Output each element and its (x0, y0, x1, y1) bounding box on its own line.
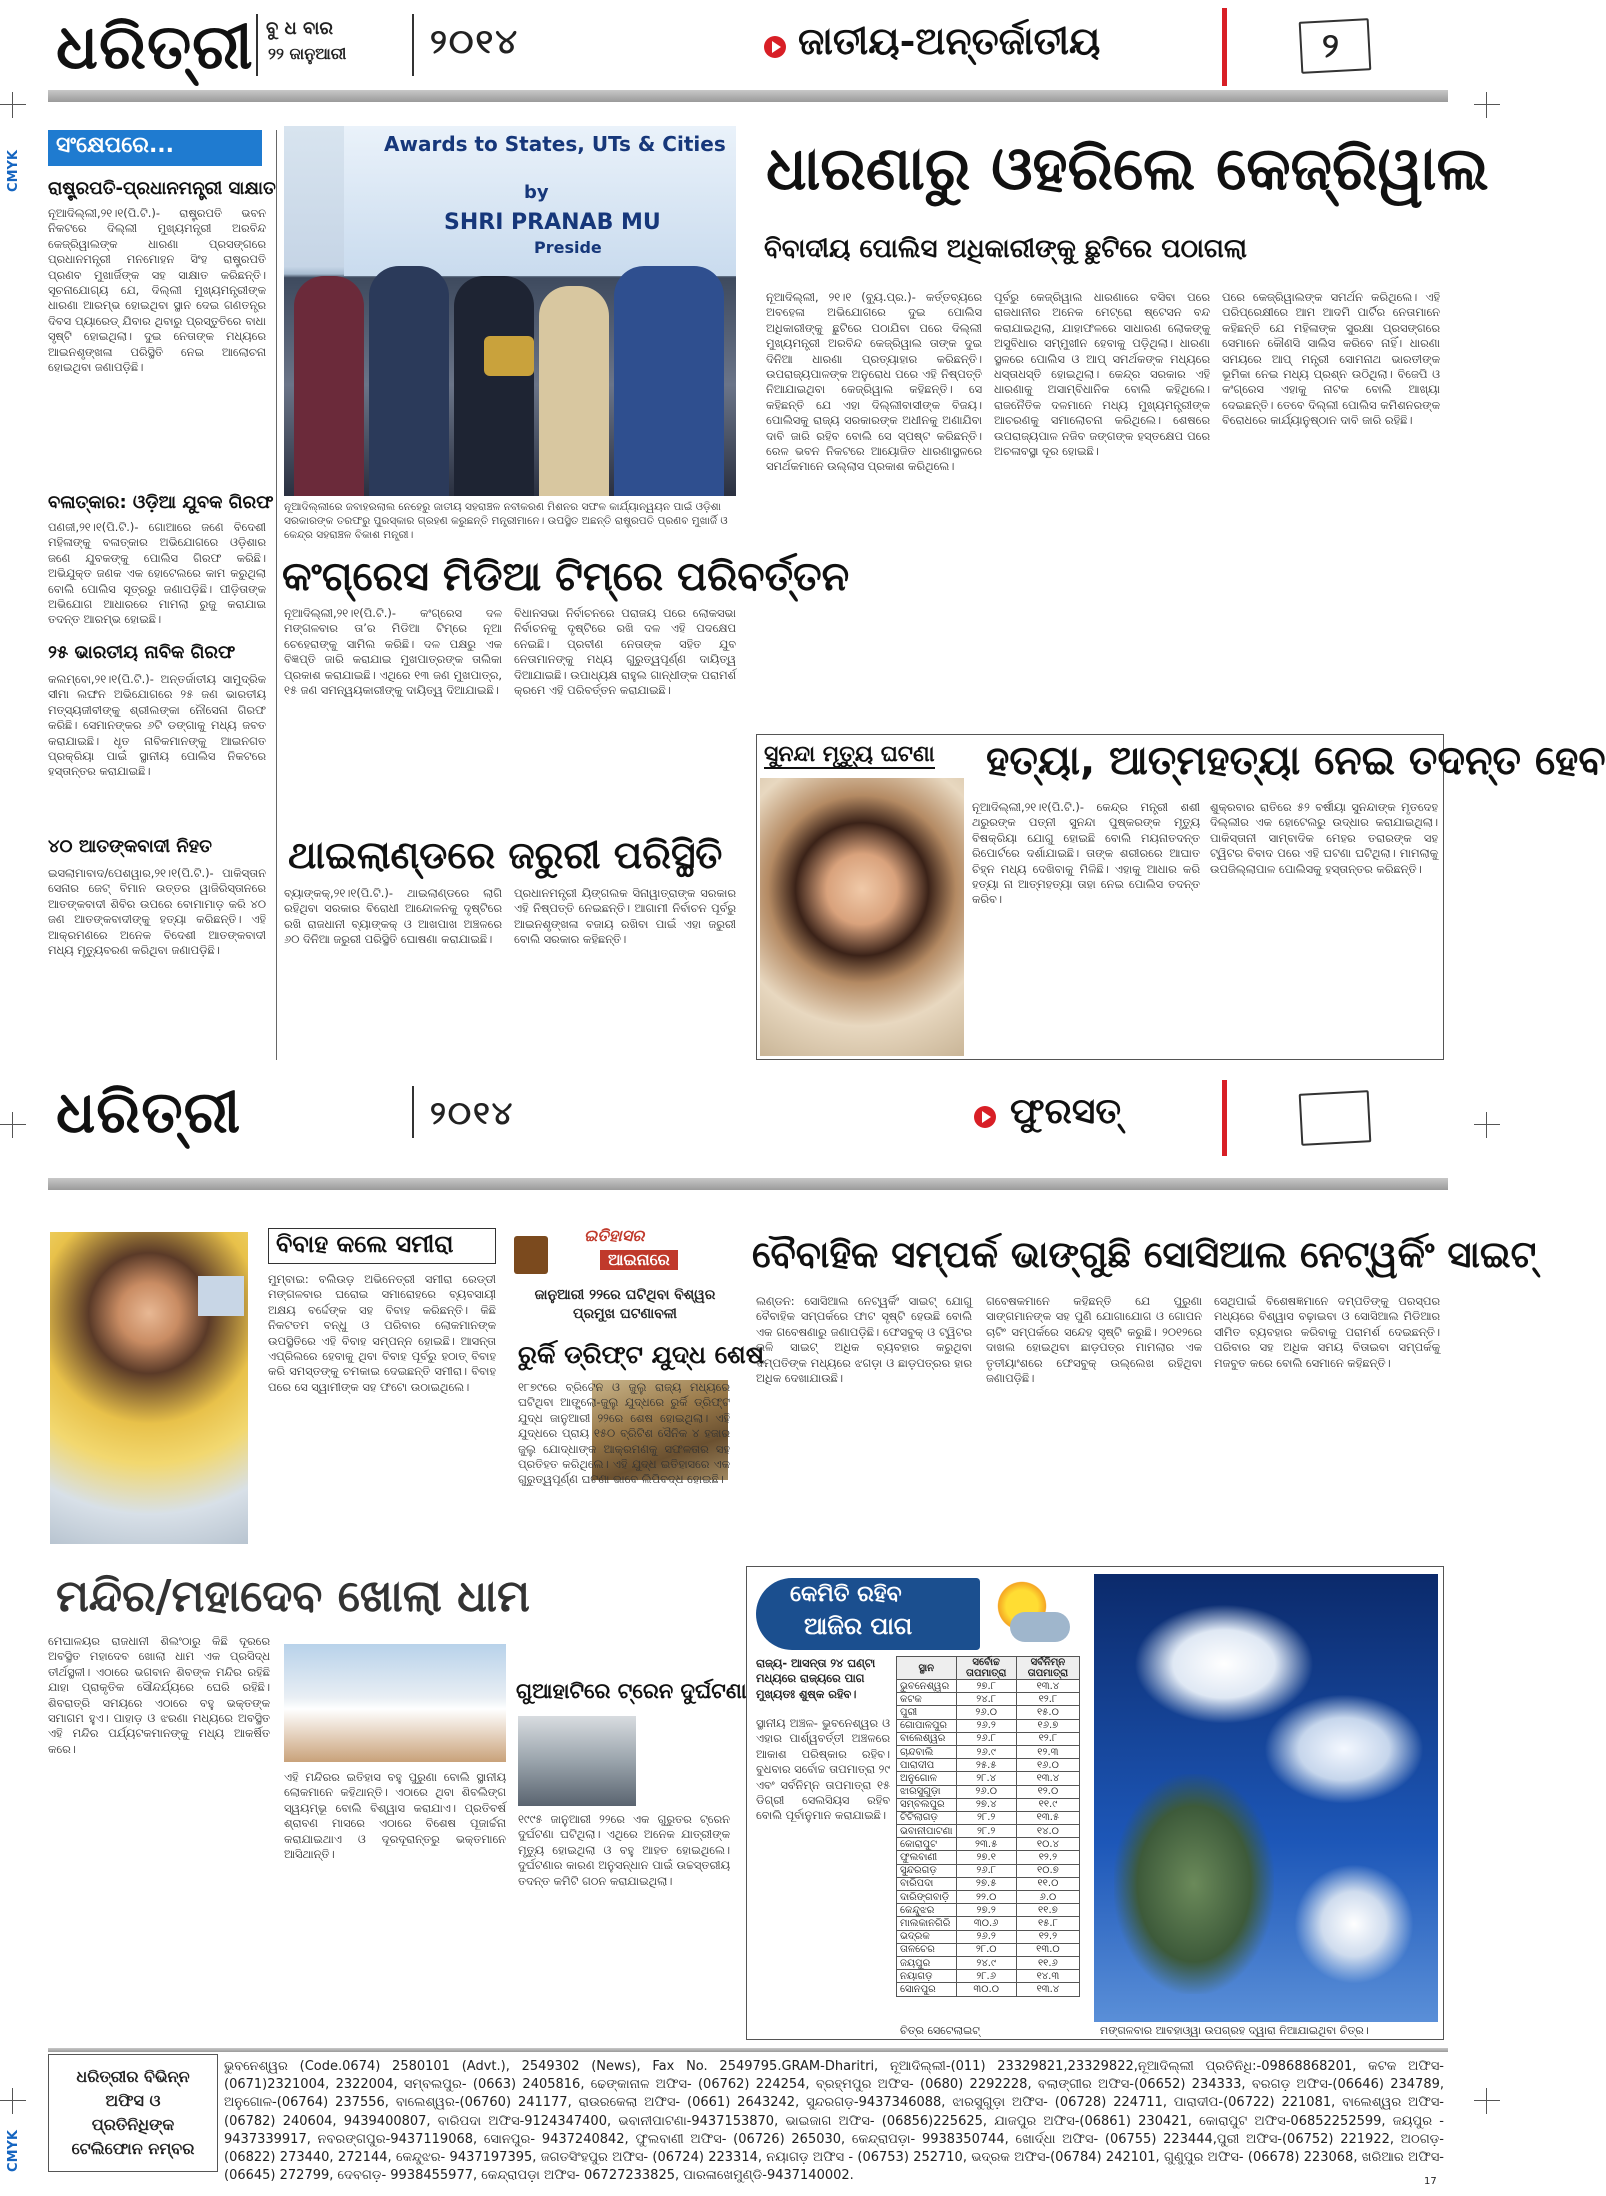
crop-mark (0, 92, 26, 118)
crop-mark (0, 2088, 26, 2114)
weather-cell: ୧୨.୦ (1016, 1785, 1079, 1798)
weather-cell: ଜୟପୁର (897, 1956, 957, 1969)
thai-body: ପ୍ରଧାନମନ୍ତ୍ରୀ ୟିଙ୍ଗଲକ ସିନାୱାତ୍ରାଙ୍କ ସରକାର ଏହି ନିଷ୍ପତ୍ତି ନେଇଛନ୍ତି। ଆଗାମୀ ନିର୍ବାଚନ ପୂର୍ବରୁ ଆଇନଶୃଙ୍ଖଳା ବଜାୟ ରଖିବା ପାଇଁ ଏହା ଜରୁରୀ ବୋଲି ସରକାର କହିଛନ୍ତି। (514, 886, 736, 947)
sponsor-text (198, 1276, 244, 1316)
sunanda-headline: ହତ୍ୟା, ଆତ୍ମହତ୍ୟା ନେଇ ତଦନ୍ତ ହେବ (986, 738, 1606, 784)
brief-body: ନୂଆଦିଲ୍ଲୀ,୨୧।୧(ପି.ଟି.)- ରାଷ୍ଟ୍ରପତି ଭବନ ନିକଟରେ ଦିଲ୍ଲୀ ମୁଖ୍ୟମନ୍ତ୍ରୀ ଅରବିନ୍ଦ କେଜ୍ରିୱାଲଙ୍କ ଧାରଣା ପ୍ରସଙ୍ଗରେ ପ୍ରଧାନମନ୍ତ୍ରୀ ମନମୋହନ ସିଂହ ରାଷ୍ଟ୍ରପତି ପ୍ରଣବ ମୁଖାର୍ଜିଙ୍କ ସହ ସାକ୍ଷାତ କରିଛନ୍ତି। ସୂଚନାଯୋଗ୍ୟ ଯେ, ଦିଲ୍ଲୀ ମୁଖ୍ୟମନ୍ତ୍ରୀଙ୍କ ଧାରଣା ଆରମ୍ଭ ହୋଇଥିବା ସ୍ଥାନ ଦେଇ ଗଣତନ୍ତ୍ର ଦିବସ ପ୍ୟାରେଡ୍ ଯିବାର ଥିବାରୁ ପ୍ରସ୍ତୁତିରେ ବାଧା ସୃଷ୍ଟି ହୋଇଥିଲା। ଦୁଇ ନେତାଙ୍କ ମଧ୍ୟରେ ଆଇନଶୃଙ୍ଖଳା ପରିସ୍ଥିତି ନେଇ ଆଲୋଚନା ହୋଇଥିବା ଜଣାପଡ଼ିଛି। (48, 206, 266, 375)
history-title: ଜାନୁଆରୀ ୨୨ରେ ଘଟିଥିବା ବିଶ୍ୱର ପ୍ରମୁଖ ଘଟଣାବଳୀ (534, 1287, 716, 1322)
weather-cell: ୨୬.୨ (956, 1719, 1016, 1732)
weather-photo-caption: ଚିତ୍ର ସେଟେଲାଇଟ୍ (900, 2024, 980, 2037)
award-banner-title: Awards to States, UTs & Cities (384, 132, 726, 156)
award-banner-by: by (524, 182, 549, 203)
weather-cell: ୨୬.୯ (956, 1745, 1016, 1758)
weather-cell: ବାଲେଶ୍ୱର (897, 1732, 957, 1745)
year: ୨୦୧୪ (430, 22, 520, 62)
weather-cell: ୨୭.୫ (956, 1877, 1016, 1890)
weather-row (897, 1877, 1080, 1890)
column-rule (276, 130, 277, 1060)
congress-body: ବିଧାନସଭା ନିର୍ବାଚନରେ ପରାଜୟ ପରେ ଲୋକସଭା ନିର୍ବାଚନକୁ ଦୃଷ୍ଟିରେ ରଖି ଦଳ ଏହି ପଦକ୍ଷେପ ନେଇଛି। ପ୍ରବୀଣ ନେତାଙ୍କ ସହିତ ଯୁବ ନେତାମାନଙ୍କୁ ମଧ୍ୟ ଗୁରୁତ୍ୱପୂର୍ଣ୍ଣ ଦାୟିତ୍ୱ ଦିଆଯାଇଛି। ଉପାଧ୍ୟକ୍ଷ ରାହୁଲ ଗାନ୍ଧୀଙ୍କ ପରାମର୍ଶ କ୍ରମେ ଏହି ପରିବର୍ତ୍ତନ କରାଯାଇଛି। (514, 606, 736, 698)
play-icon (764, 36, 786, 58)
masthead: ଧରିତ୍ରୀ (56, 1078, 242, 1146)
weather-cell: ୨୪.୮ (956, 1693, 1016, 1706)
sunanda-label: ସୁନନ୍ଦା ମୃତ୍ୟୁ ଘଟଣା (764, 742, 935, 767)
weather-cell: ନୟାଗଡ଼ (897, 1970, 957, 1983)
weather-cell: କଟକ (897, 1693, 957, 1706)
weather-row (897, 1811, 1080, 1824)
weather-table-wrap (896, 1656, 1080, 1997)
weather-row (897, 1772, 1080, 1785)
weather-cell: ସୁନ୍ଦରଗଡ଼ (897, 1864, 957, 1877)
red-accent-bar (1222, 8, 1227, 86)
cloud-cover (1264, 1694, 1424, 1804)
history-logo: ଇତିହାସର (584, 1226, 645, 1245)
weather-cell: ୨୫.୫ (956, 1759, 1016, 1772)
ruki-headline: ରୁର୍କି ଡ୍ରିଫ୍ଟ ଯୁଦ୍ଧ ଶେଷ (518, 1340, 765, 1369)
social-body: ଗବେଷକମାନେ କହିଛନ୍ତି ଯେ ପୁରୁଣା ସାଙ୍ଗମାନଙ୍କ ସହ ପୁଣି ଯୋଗାଯୋଗ ଓ ଗୋପନ ଚାଟିଂ ସମ୍ପର୍କରେ ସନ୍ଦେହ ସୃଷ୍ଟି କରୁଛି। ୨୦୧୨ରେ ଦାଖଲ ହୋଇଥିବା ଛାଡ଼ପତ୍ର ମାମଲାର ଏକ ତୃତୀୟାଂଶରେ ଫେସବୁକ୍ ଉଲ୍ଲେଖ ରହିଥିବା ଜଣାପଡ଼ିଛି। (986, 1294, 1202, 1386)
weather-cell: ୩୦.୬ (956, 1917, 1016, 1930)
weather-table (896, 1656, 1080, 1997)
brief-body: ପଣଜୀ,୨୧।୧(ପି.ଟି.)- ଗୋଆରେ ଜଣେ ବିଦେଶୀ ମହିଳାଙ୍କୁ ବଳାତ୍କାର ଅଭିଯୋଗରେ ଓଡ଼ିଶାର ଜଣେ ଯୁବକଙ୍କୁ ପୋଲିସ ଗିରଫ କରିଛି। ଅଭିଯୁକ୍ତ ଜଣକ ଏକ ହୋଟେଲରେ କାମ କରୁଥିଲା ବୋଲି ପୋଲିସ ସୂତ୍ରରୁ ଜଣାପଡ଼ିଛି। ପୀଡ଼ିତାଙ୍କ ଅଭିଯୋଗ ଆଧାରରେ ମାମଲା ରୁଜୁ କରାଯାଇ ତଦନ୍ତ ଆରମ୍ଭ ହୋଇଛି। (48, 520, 266, 627)
brief-title: ରାଷ୍ଟ୍ରପତି-ପ୍ରଧାନମନ୍ତ୍ରୀ ସାକ୍ଷାତ (48, 178, 276, 199)
sunanda-body: ନୂଆଦିଲ୍ଲୀ,୨୧।୧(ପି.ଟି.)- କେନ୍ଦ୍ର ମନ୍ତ୍ରୀ ଶଶୀ ଥରୁରଙ୍କ ପତ୍ନୀ ସୁନନ୍ଦା ପୁଷ୍କରଙ୍କ ମୃତ୍ୟୁ ବିଷକ୍ରିୟା ଯୋଗୁ ହୋଇଛି ବୋଲି ମୟନାତଦନ୍ତ ରିପୋର୍ଟରେ ଦର୍ଶାଯାଇଛି। ତାଙ୍କ ଶରୀରରେ ଆଘାତ ଚିହ୍ନ ମଧ୍ୟ ଦେଖିବାକୁ ମିଳିଛି। ଏହାକୁ ଆଧାର କରି ହତ୍ୟା ନା ଆତ୍ମହତ୍ୟା ତାହା ନେଇ ପୋଲିସ ତଦନ୍ତ କରିବ। (972, 800, 1200, 907)
weather-cell: ୧୪.୦ (1016, 1825, 1079, 1838)
weather-row (897, 1851, 1080, 1864)
ruki-body: ୧୮୭୯ରେ ବ୍ରିଟେନ ଓ ଜୁଲୁ ରାଜ୍ୟ ମଧ୍ୟରେ ଘଟିଥିବା ଆଙ୍ଗ୍ଲୋ-ଜୁଲୁ ଯୁଦ୍ଧରେ ରୁର୍କି ଡ୍ରିଫ୍ଟ ଯୁଦ୍ଧ ଜାନୁଆରୀ ୨୨ରେ ଶେଷ ହୋଇଥିଲା। ଏହି ଯୁଦ୍ଧରେ ପ୍ରାୟ ୧୫୦ ବ୍ରିଟିଶ ସୈନିକ ୪ ହଜାର ଜୁଲୁ ଯୋଦ୍ଧାଙ୍କ ଆକ୍ରମଣକୁ ସଫଳତାର ସହ ପ୍ରତିହତ କରିଥିଲେ। ଏହି ଯୁଦ୍ଧ ଇତିହାସରେ ଏକ ଗୁରୁତ୍ୱପୂର୍ଣ୍ଣ ଘଟଣା ଭାବେ ଲିପିବଦ୍ଧ ହୋଇଛି। (518, 1380, 730, 1487)
cloud-icon (1010, 1612, 1070, 1642)
weather-cell: ୧୨.୨ (1016, 1851, 1079, 1864)
person (369, 266, 449, 496)
person (539, 286, 609, 496)
weather-cell: ୧୨.୨ (1016, 1930, 1079, 1943)
sheet-number: 17 (1424, 2176, 1437, 2187)
date: ୨୨ ଜାନୁଆରୀ (268, 44, 347, 63)
section-title: ଜାତୀୟ-ଅନ୍ତର୍ଜାତୀୟ (798, 18, 1101, 63)
weather-cell: ୨୮.୪ (956, 1772, 1016, 1785)
temple-headline: ମନ୍ଦିର/ମହାଦେବ ଖୋଲା ଧାମ (56, 1571, 530, 1622)
masthead: ଧରିତ୍ରୀ (56, 10, 254, 83)
weather-cell: ଭବାନୀପାଟଣା (897, 1825, 957, 1838)
crop-mark (0, 1112, 26, 1138)
weather-body: ସ୍ଥାନୀୟ ଅଞ୍ଚଳ- ଭୁବନେଶ୍ୱର ଓ ଏହାର ପାର୍ଶ୍ୱବର୍ତ୍ତୀ ଅଞ୍ଚଳରେ ଆକାଶ ପରିଷ୍କାର ରହିବ। ବୁଧବାର ସର୍ବୋଚ୍ଚ ତାପମାତ୍ରା ୨୯ ଏବଂ ସର୍ବନିମ୍ନ ତାପମାତ୍ରା ୧୫ ଡିଗ୍ରୀ ସେଲସିୟସ ରହିବ ବୋଲି ପୂର୍ବାନୁମାନ କରାଯାଇଛି। (756, 1716, 890, 1823)
guwahati-body: ୧୯୯୫ ଜାନୁଆରୀ ୨୨ରେ ଏକ ଗୁରୁତର ଟ୍ରେନ ଦୁର୍ଘଟଣା ଘଟିଥିଲା। ଏଥିରେ ଅନେକ ଯାତ୍ରୀଙ୍କ ମୃତ୍ୟୁ ହୋଇଥିଲା ଓ ବହୁ ଆହତ ହୋଇଥିଲେ। ଦୁର୍ଘଟଣାର କାରଣ ଅନୁସନ୍ଧାନ ପାଇଁ ଉଚ୍ଚସ୍ତରୀୟ ତଦନ୍ତ କମିଟି ଗଠନ କରାଯାଇଥିଲା। (518, 1812, 730, 1888)
thai-headline: ଥାଇଲାଣ୍ଡରେ ଜରୁରୀ ପରିସ୍ଥିତି (288, 833, 723, 877)
weather-cell: ୨୬.୦ (956, 1785, 1016, 1798)
footer-phone-list: ଭୁବନେଶ୍ୱର (Code.0674) 2580101 (Advt.), 2549302 (News), Fax No. 2549795.GRAM-Dharitri, ନୂଆଦିଲ୍ଲୀ-(011) 23329821,23329822,ନୂଆଦିଲ୍ଲୀ ପ୍ରତିନିଧି:-09868868201, କଟକ ଅଫିସ-(0671)2321004, 2322004, ସମ୍ବଲପୁର- (0663) 2405816, ଢେଙ୍କାନାଳ ଅଫିସ- (06762) 224254, ବ୍ରହ୍ମପୁର ଅଫିସ- (0680) 2292228, ବଲାଙ୍ଗୀର ଅଫିସ-(06652) 234333, ବରଗଡ଼ ଅଫିସ-(06646) 234789, ଅନୁଗୋଳ-(06764) 237556, ବାଲେଶ୍ୱର-(06760) 241177, ରାଉରକେଲା ଅଫିସ- (0661) 2643242, ସୁନ୍ଦରଗଡ଼-9437346088, ଝାରସୁଗୁଡ଼ା ଅଫିସ- (06728) 224711, ପାରାଦୀପ-(06722) 221081, ବାଲେଶ୍ୱର ଅଫିସ-(06782) 240604, 9439400807, ବାରିପଦା ଅଫିସ-9124347400, ଭବାନୀପାଟଣା-9437153870, ଭାଇଜାଗ ଅଫିସ- (06856)225625, ଯାଜପୁର ଅଫିସ-(06861) 230421, କୋରାପୁଟ ଅଫିସ-06852252599, ଜୟପୁର - 9437339917, ନବରଙ୍ଗପୁର-9437119068, ସୋନପୁର- 9437240842, ଫୁଲବାଣୀ ଅଫିସ- (06726) 265030, କେନ୍ଦ୍ରାପଡ଼ା- 9938350744, ଖୋର୍ଦ୍ଧା ଅଫିସ- (06755) 223444,ପୁରୀ ଅଫିସ-(06752) 221922, ଅଠଗଡ଼- (06822) 273440, 272144, କେନ୍ଦୁଝର- 9437197395, ଜଗତସିଂହପୁର ଅଫିସ- (06724) 223314, ନୟାଗଡ଼ ଅଫିସ - (06753) 252710, ଭଦ୍ରକ ଅଫିସ-(06784) 242101, ଗୁଣୁପୁର ଅଫିସ- (06678) 223068, ଖରିଆର ଅଫିସ- (06645) 272799, ଦେବଗଡ଼- 9938455977, କେନ୍ଦ୍ରାପଡ଼ା ଅଫିସ- 06727233825, ପାରଳାଖେମୁଣ୍ଡି-9437140002. (224, 2059, 1444, 2184)
weather-row (897, 1917, 1080, 1930)
weather-cell: ୧୪.୩ (1016, 1970, 1079, 1983)
page-number: ୨ (1322, 26, 1339, 66)
weather-cell: ୨୭.୮ (956, 1680, 1016, 1693)
weather-cell: ୨୭.୧ (956, 1851, 1016, 1864)
weather-row (897, 1680, 1080, 1693)
temple-photo (284, 1644, 506, 1762)
person (294, 276, 364, 496)
play-icon (974, 1106, 996, 1128)
weather-cell: ୨୭.୨ (956, 1904, 1016, 1917)
temple-body: ମେଘାଳୟର ରାଜଧାନୀ ଶିଲଂଠାରୁ କିଛି ଦୂରରେ ଅବସ୍ଥିତ ମହାଦେବ ଖୋଲା ଧାମ ଏକ ପ୍ରସିଦ୍ଧ ତୀର୍ଥସ୍ଥଳୀ। ଏଠାରେ ଭଗବାନ ଶିବଙ୍କ ମନ୍ଦିର ରହିଛି ଯାହା ପ୍ରାକୃତିକ ସୌନ୍ଦର୍ଯ୍ୟରେ ଘେରି ରହିଛି। ଶିବରାତ୍ରି ସମୟରେ ଏଠାରେ ବହୁ ଭକ୍ତଙ୍କ ସମାଗମ ହୁଏ। ପାହାଡ଼ ଓ ଝରଣା ମଧ୍ୟରେ ଅବସ୍ଥିତ ଏହି ମନ୍ଦିର ପର୍ଯ୍ୟଟକମାନଙ୍କୁ ମଧ୍ୟ ଆକର୍ଷିତ କରେ। (48, 1634, 270, 1756)
weather-cell: ୧୩.୪ (1016, 1680, 1079, 1693)
congress-headline: କଂଗ୍ରେସ ମିଡିଆ ଟିମ୍‌ରେ ପରିବର୍ତ୍ତନ (282, 554, 850, 600)
weather-row (897, 1864, 1080, 1877)
lead-headline: ଧାରଣାରୁ ଓହରିଲେ କେଜ୍ରିୱାଲ (766, 134, 1489, 204)
satellite-map (1094, 1574, 1438, 2022)
weather-note: ରାଜ୍ୟ- ଆସନ୍ତା ୨୪ ଘଣ୍ଟା ମଧ୍ୟରେ ରାଜ୍ୟରେ ପାଗ ମୁଖ୍ୟତଃ ଶୁଷ୍କ ରହିବ। (756, 1656, 876, 1701)
weather-cell: ୨୬.୨ (956, 1930, 1016, 1943)
weather-cell: କେନ୍ଦୁଝର (897, 1904, 957, 1917)
weather-cell: ବାରିପଦା (897, 1877, 957, 1890)
weekday: ବୁ ଧ ବାର (266, 18, 334, 39)
sunanda-body: ଶୁକ୍ରବାର ରାତିରେ ୫୨ ବର୍ଷୀୟା ସୁନନ୍ଦାଙ୍କ ମୃତଦେହ ଦିଲ୍ଲୀର ଏକ ହୋଟେଲରୁ ଉଦ୍ଧାର କରାଯାଇଥିଲା। ପାକିସ୍ତାନୀ ସାମ୍ବାଦିକ ମେହର ତରାରଙ୍କ ସହ ଟ୍ୱିଟର ବିବାଦ ପରେ ଏହି ଘଟଣା ଘଟିଥିଲା। ମାମଲାକୁ ଉପଜିଲ୍ଲାପାଳ ପୋଲିସକୁ ହସ୍ତାନ୍ତର କରିଛନ୍ତି। (1210, 800, 1438, 876)
weather-cell: ଟିଟିଲାଗଡ଼ (897, 1811, 957, 1824)
crop-mark (1474, 92, 1500, 118)
weather-row (897, 1943, 1080, 1956)
weather-cell: ୨୮.୨ (956, 1825, 1016, 1838)
weather-row (897, 1970, 1080, 1983)
history-logo: ଆଇନାରେ (600, 1250, 678, 1270)
weather-cell: ୧୫.୦ (1016, 1706, 1079, 1719)
sunanda-photo (760, 778, 964, 1056)
weather-col-header: ସ୍ଥାନ (897, 1657, 957, 1680)
weather-cell: ୨୬.୮ (956, 1732, 1016, 1745)
weather-cell: ତାଳଚେର (897, 1943, 957, 1956)
header-divider (412, 1086, 414, 1138)
weather-cell: ୧୩.୪ (1016, 1983, 1079, 1996)
sameera-photo (50, 1232, 248, 1544)
weather-cell: ୨୬.୮ (956, 1864, 1016, 1877)
award-banner-role: Preside (534, 238, 602, 257)
weather-cell: ଭୁବନେଶ୍ୱର (897, 1680, 957, 1693)
weather-cell: କୋରାପୁଟ (897, 1838, 957, 1851)
weather-cell: ୧୩.୪ (1016, 1772, 1079, 1785)
header-rule (48, 90, 1448, 102)
social-body: ଲଣ୍ଡନ: ସୋସିଆଲ ନେଟ୍‌ୱର୍କିଂ ସାଇଟ୍ ଯୋଗୁ ବୈବାହିକ ସମ୍ପର୍କରେ ଫାଟ ସୃଷ୍ଟି ହେଉଛି ବୋଲି ଏକ ଗବେଷଣାରୁ ଜଣାପଡ଼ିଛି। ଫେସବୁକ୍ ଓ ଟ୍ୱିଟର ଭଳି ସାଇଟ୍ ଅଧିକ ବ୍ୟବହାର କରୁଥିବା ଦମ୍ପତିଙ୍କ ମଧ୍ୟରେ ଝଗଡ଼ା ଓ ଛାଡ଼ପତ୍ରର ହାର ଅଧିକ ଦେଖାଯାଉଛି। (756, 1294, 972, 1386)
lead-body: ନୂଆଦିଲ୍ଲୀ, ୨୧।୧ (ବ୍ୟୁ.ପ୍ର.)- କର୍ତ୍ତବ୍ୟରେ ଅବହେଳା ଅଭିଯୋଗରେ ଦୁଇ ପୋଲିସ ଅଧିକାରୀଙ୍କୁ ଛୁଟିରେ ପଠାଯିବା ପରେ ଦିଲ୍ଲୀ ମୁଖ୍ୟମନ୍ତ୍ରୀ ଅରବିନ୍ଦ କେଜ୍ରିୱାଲ ତାଙ୍କ ଦୁଇ ଦିନିଆ ଧାରଣା ପ୍ରତ୍ୟାହାର କରିଛନ୍ତି। ଉପରାଜ୍ୟପାଳଙ୍କ ଅନୁରୋଧ ପରେ ଏହି ନିଷ୍ପତ୍ତି ନିଆଯାଇଥିବା କେଜ୍ରିୱାଲ କହିଛନ୍ତି। ସେ କହିଛନ୍ତି ଯେ ଏହା ଦିଲ୍ଲୀବାସୀଙ୍କ ବିଜୟ। ପୋଲିସକୁ ରାଜ୍ୟ ସରକାରଙ୍କ ଅଧୀନକୁ ଅଣାଯିବା ଦାବି ଜାରି ରହିବ ବୋଲି ସେ ସ୍ପଷ୍ଟ କରିଛନ୍ତି। ରେଳ ଭବନ ନିକଟରେ ଆୟୋଜିତ ଧାରଣାସ୍ଥଳରେ ସମର୍ଥକମାନେ ଉଲ୍ଲାସ ପ୍ରକାଶ କରିଥିଲେ। (766, 290, 982, 474)
social-body: ସେଥିପାଇଁ ବିଶେଷଜ୍ଞମାନେ ଦମ୍ପତିଙ୍କୁ ପରସ୍ପର ମଧ୍ୟରେ ବିଶ୍ୱାସ ବଢ଼ାଇବା ଓ ସୋସିଆଲ ମିଡିଆର ସୀମିତ ବ୍ୟବହାର କରିବାକୁ ପରାମର୍ଶ ଦେଇଛନ୍ତି। ପରିବାର ସହ ଅଧିକ ସମୟ ବିତାଇବା ସମ୍ପର୍କକୁ ମଜବୁତ କରେ ବୋଲି ସେମାନେ କହିଛନ୍ତି। (1214, 1294, 1440, 1370)
weather-cell: ୧୩.୫ (1016, 1811, 1079, 1824)
weather-row (897, 1745, 1080, 1758)
weather-cell: ଚାନ୍ଦବାଲି (897, 1745, 957, 1758)
weather-cell: ୧୦.୭ (1016, 1864, 1079, 1877)
sameera-body: ମୁମ୍ବାଇ: ବଲିଉଡ଼ ଅଭିନେତ୍ରୀ ସମୀରା ରେଡ୍ଡୀ ମଙ୍ଗଳବାର ଘରୋଇ ସମାରୋହରେ ବ୍ୟବସାୟୀ ଅକ୍ଷୟ ବର୍ଦ୍ଦେଙ୍କ ସହ ବିବାହ କରିଛନ୍ତି। କିଛି ନିକଟତମ ବନ୍ଧୁ ଓ ପରିବାର ଲୋକମାନଙ୍କ ଉପସ୍ଥିତିରେ ଏହି ବିବାହ ସମ୍ପନ୍ନ ହୋଇଛି। ଆସନ୍ତା ଏପ୍ରିଲରେ ହେବାକୁ ଥିବା ବିବାହ ପୂର୍ବରୁ ହଠାତ୍ ବିବାହ କରି ସମସ୍ତଙ୍କୁ ଚମକାଇ ଦେଇଛନ୍ତି ସମୀରା। ବିବାହ ପରେ ସେ ସ୍ୱାମୀଙ୍କ ସହ ଫଟୋ ଉଠାଇଥିଲେ। (268, 1272, 496, 1394)
header-divider (256, 14, 258, 76)
weather-row (897, 1956, 1080, 1969)
weather-cell: ଦାରିଙ୍ଗବାଡ଼ି (897, 1891, 957, 1904)
history-logo-icon (514, 1236, 548, 1274)
weather-cell: ପାରାଦୀପ (897, 1759, 957, 1772)
section-title: ଫୁରସତ୍ (1010, 1090, 1121, 1132)
weather-cell: ୧୨.୮ (1016, 1732, 1079, 1745)
weather-cell: ୧୧.୦ (1016, 1877, 1079, 1890)
temple-body: ଏହି ମନ୍ଦିରର ଇତିହାସ ବହୁ ପୁରୁଣା ବୋଲି ସ୍ଥାନୀୟ ଲୋକମାନେ କହିଥାନ୍ତି। ଏଠାରେ ଥିବା ଶିବଲିଙ୍ଗ ସ୍ୱୟମ୍ଭୂ ବୋଲି ବିଶ୍ୱାସ କରାଯାଏ। ପ୍ରତିବର୍ଷ ଶ୍ରାବଣ ମାସରେ ଏଠାରେ ବିଶେଷ ପୂଜାର୍ଚ୍ଚନା କରାଯାଇଥାଏ ଓ ଦୂରଦୂରାନ୍ତରୁ ଭକ୍ତମାନେ ଆସିଥାନ୍ତି। (284, 1770, 506, 1862)
weather-cell: ୧୨.୮ (1016, 1693, 1079, 1706)
weather-cell: ଅନୁଗୋଳ (897, 1772, 957, 1785)
brief-label: ସଂକ୍ଷେପରେ... (48, 130, 262, 166)
weather-cell: ୧୧.୭ (1016, 1904, 1079, 1917)
landmass (1114, 1774, 1274, 1994)
weather-row (897, 1798, 1080, 1811)
guwahati-headline: ଗୁଆହାଟିରେ ଟ୍ରେନ ଦୁର୍ଘଟଣା (516, 1679, 747, 1703)
crop-mark (1474, 2088, 1500, 2114)
page-curl-icon (1299, 1090, 1372, 1146)
cmyk-mark: CMYK (6, 150, 21, 192)
weather-cell: ଭଦ୍ରକ (897, 1930, 957, 1943)
lead-body: ପରେ କେଜ୍ରିୱାଲଙ୍କ ସମର୍ଥନ କରିଥିଲେ। ଏହି ପରିପ୍ରେକ୍ଷୀରେ ଆମ ଆଦମି ପାର୍ଟିର ନେତାମାନେ କହିଛନ୍ତି ଯେ ମହିଳାଙ୍କ ସୁରକ୍ଷା ପ୍ରସଙ୍ଗରେ ସେମାନେ କୌଣସି ସାଲିସ କରିବେ ନାହିଁ। ଧାରଣା ସମୟରେ ଆପ୍ ମନ୍ତ୍ରୀ ସୋମନାଥ ଭାରତୀଙ୍କ ଭୂମିକା ନେଇ ମଧ୍ୟ ପ୍ରଶ୍ନ ଉଠିଥିଲା। ବିଜେପି ଓ କଂଗ୍ରେସ ଏହାକୁ ନାଟକ ବୋଲି ଆଖ୍ୟା ଦେଇଛନ୍ତି। ତେବେ ଦିଲ୍ଲୀ ପୋଲିସ କମିଶନରଙ୍କ ବିରୋଧରେ କାର୍ଯ୍ୟାନୁଷ୍ଠାନ ଦାବି ଜାରି ରହିଛି। (1222, 290, 1440, 428)
lead-body: ପୂର୍ବରୁ କେଜ୍ରିୱାଲ ଧାରଣାରେ ବସିବା ପରେ ରାଜଧାନୀର ଅନେକ ମେଟ୍ରୋ ଷ୍ଟେସନ ବନ୍ଦ କରାଯାଇଥିଲା, ଯାହାଫଳରେ ସାଧାରଣ ଲୋକଙ୍କୁ ଅସୁବିଧାର ସମ୍ମୁଖୀନ ହେବାକୁ ପଡ଼ିଥିଲା। ଧାରଣା ସ୍ଥଳରେ ପୋଲିସ ଓ ଆପ୍ ସମର୍ଥକଙ୍କ ମଧ୍ୟରେ ଧସ୍ତାଧସ୍ତି ହୋଇଥିଲା। କେନ୍ଦ୍ର ସରକାର ଏହି ଧାରଣାକୁ ଅସାମ୍ବିଧାନିକ ବୋଲି କହିଥିଲେ। ରାଜନୈତିକ ଦଳମାନେ ମଧ୍ୟ ମୁଖ୍ୟମନ୍ତ୍ରୀଙ୍କ ଆଚରଣକୁ ସମାଲୋଚନା କରିଥିଲେ। ଶେଷରେ ଉପରାଜ୍ୟପାଳ ନଜିବ ଜଙ୍ଗଙ୍କ ହସ୍ତକ୍ଷେପ ପରେ ଅଚଳାବସ୍ଥା ଦୂର ହୋଇଛି। (994, 290, 1210, 459)
weather-cell: ୨୬.୦ (956, 1706, 1016, 1719)
weather-cell: ୨୭.୪ (956, 1798, 1016, 1811)
weather-cell: ୨୮.୦ (956, 1943, 1016, 1956)
award-banner-name: SHRI PRANAB MU (444, 210, 661, 235)
weather-title-text: ଆଜିର ପାଗ (804, 1612, 913, 1640)
weather-row (897, 1693, 1080, 1706)
weather-col-header: ସର୍ବନିମ୍ନ ତାପମାତ୍ରା (1016, 1657, 1079, 1680)
award-trophy (484, 336, 534, 376)
brief-title: ୪୦ ଆତଙ୍କବାଦୀ ନିହତ (48, 836, 212, 857)
cmyk-mark: CMYK (6, 2130, 21, 2172)
weather-title-text: କେମିତି ରହିବ (790, 1582, 902, 1607)
weather-row (897, 1759, 1080, 1772)
congress-body: ନୂଆଦିଲ୍ଲୀ,୨୧।୧(ପି.ଟି.)- କଂଗ୍ରେସ ଦଳ ମଙ୍ଗଳବାର ତା’ର ମିଡିଆ ଟିମ୍‌ରେ ନୂଆ ଚେହେରାଙ୍କୁ ସାମିଲ କରିଛି। ଦଳ ପକ୍ଷରୁ ଏକ ବିଜ୍ଞପ୍ତି ଜାରି କରାଯାଇ ମୁଖପାତ୍ରଙ୍କ ତାଲିକା ପ୍ରକାଶ କରାଯାଇଛି। ଏଥିରେ ୧୩ ଜଣ ମୁଖପାତ୍ର, ୧୫ ଜଣ ସମନ୍ୱୟକାରୀଙ୍କୁ ଦାୟିତ୍ୱ ଦିଆଯାଇଛି। (284, 606, 502, 698)
weather-row (897, 1904, 1080, 1917)
weather-cell: ସୋନପୁର (897, 1983, 957, 1996)
weather-cell: ମାଲକାନଗିରି (897, 1917, 957, 1930)
award-caption: ନୂଆଦିଲ୍ଲୀରେ ଜବାହରଲାଲ ନେହେରୁ ଜାତୀୟ ସହରାଞ୍ଚଳ ନବୀକରଣ ମିଶନର ସଫଳ କାର୍ଯ୍ୟାନ୍ୱୟନ ପାଇଁ ଓଡ଼ିଶା ସରକାରଙ୍କ ତରଫରୁ ପୁରସ୍କାର ଗ୍ରହଣ କରୁଛନ୍ତି ମନ୍ତ୍ରୀମାନେ। ଉପସ୍ଥିତ ଅଛନ୍ତି ରାଷ୍ଟ୍ରପତି ପ୍ରଣବ ମୁଖାର୍ଜି ଓ କେନ୍ଦ୍ର ସହରାଞ୍ଚଳ ବିକାଶ ମନ୍ତ୍ରୀ। (284, 501, 728, 541)
weather-cell: ୨୮.୨ (956, 1811, 1016, 1824)
weather-cell: ୩୦.୦ (956, 1983, 1016, 1996)
footer-box-label: ଧରିତ୍ରୀର ବିଭିନ୍ନ ଅଫିସ ଓ ପ୍ରତିନିଧିଙ୍କ ଟେଲିଫୋନ ନମ୍ବର (71, 2067, 195, 2158)
weather-cell: ୨୮.୬ (956, 1970, 1016, 1983)
weather-row (897, 1732, 1080, 1745)
brief-body: ଇସଲାମାବାଦ/ପେଶୱାର,୨୧।୧(ପି.ଟି.)- ପାକିସ୍ତାନ ସେନାର ଜେଟ୍ ବିମାନ ଉତ୍ତର ୱାଜିରିସ୍ତାନରେ ଆତଙ୍କବାଦୀ ଶିବିର ଉପରେ ବୋମାମାଡ଼ କରି ୪୦ ଜଣ ଆତଙ୍କବାଦୀଙ୍କୁ ହତ୍ୟା କରିଛନ୍ତି। ଏହି ଆକ୍ରମଣରେ ଅନେକ ବିଦେଶୀ ଆତଙ୍କବାଦୀ ମଧ୍ୟ ମୃତ୍ୟୁବରଣ କରିଥିବା ଜଣାପଡ଼ିଛି। (48, 866, 266, 958)
weather-row (897, 1983, 1080, 1996)
brief-title: ୨୫ ଭାରତୀୟ ନାବିକ ଗିରଫ (48, 642, 236, 663)
lead-subheadline: ବିବାଦୀୟ ପୋଲିସ ଅଧିକାରୀଙ୍କୁ ଛୁଟିରେ ପଠାଗଲା (764, 234, 1247, 264)
weather-row (897, 1706, 1080, 1719)
year: ୨୦୧୪ (430, 1094, 515, 1132)
social-headline: ବୈବାହିକ ସମ୍ପର୍କ ଭାଙ୍ଗୁଛି ସୋସିଆଲ ନେଟ୍‌ୱର୍କିଂ ସାଇଟ୍ (752, 1233, 1537, 1276)
weather-cell: ସମ୍ବଲପୁର (897, 1798, 957, 1811)
weather-cell: ୧୨.୩ (1016, 1745, 1079, 1758)
red-accent-bar (1222, 1080, 1227, 1156)
train-photo (518, 1716, 636, 1806)
weather-cell: ୧୬.୦ (1016, 1759, 1079, 1772)
weather-cell: ଗୋପାଳପୁର (897, 1719, 957, 1732)
brief-title: ବଳାତ୍କାର: ଓଡ଼ିଆ ଯୁବକ ଗିରଫ (48, 492, 274, 513)
weather-row (897, 1838, 1080, 1851)
person (454, 276, 534, 496)
weather-cell: ୨୨.୦ (956, 1891, 1016, 1904)
weather-cell: ୧୦.୪ (1016, 1838, 1079, 1851)
thai-body: ବ୍ୟାଙ୍କକ୍,୨୧।୧(ପି.ଟି.)- ଥାଇଲାଣ୍ଡରେ ଲାଗି ରହିଥିବା ସରକାର ବିରୋଧୀ ଆନ୍ଦୋଳନକୁ ଦୃଷ୍ଟିରେ ରଖି ରାଜଧାନୀ ବ୍ୟାଙ୍କକ୍ ଓ ଆଖପାଖ ଅଞ୍ଚଳରେ ୬୦ ଦିନିଆ ଜରୁରୀ ପରିସ୍ଥିତି ଘୋଷଣା କରାଯାଇଛି। (284, 886, 502, 947)
weather-cell: ଝାରସୁଗୁଡ଼ା (897, 1785, 957, 1798)
weather-row (897, 1825, 1080, 1838)
person (614, 266, 724, 496)
weather-row (897, 1930, 1080, 1943)
weather-cell: ଫୁଲବାଣୀ (897, 1851, 957, 1864)
sameera-headline: ବିବାହ କଲେ ସମୀରା (276, 1230, 454, 1258)
weather-cell: ୧୧.୯ (1016, 1798, 1079, 1811)
cloud-cover (1294, 1864, 1414, 1984)
footer-box (48, 2054, 218, 2172)
weather-cell: ୧୫.୮ (1016, 1917, 1079, 1930)
weather-row (897, 1785, 1080, 1798)
weather-cell: ୧୬.୭ (1016, 1719, 1079, 1732)
weather-col-header: ସର୍ବୋଚ୍ଚ ତାପମାତ୍ରା (956, 1657, 1016, 1680)
brief-body: କଲମ୍ବୋ,୨୧।୧(ପି.ଟି.)- ଅନ୍ତର୍ଜାତୀୟ ସାମୁଦ୍ରିକ ସୀମା ଲଙ୍ଘନ ଅଭିଯୋଗରେ ୨୫ ଜଣ ଭାରତୀୟ ମତ୍ସ୍ୟଜୀବୀଙ୍କୁ ଶ୍ରୀଲଙ୍କା ନୌସେନା ଗିରଫ କରିଛି। ସେମାନଙ୍କର ୬ଟି ଡଙ୍ଗାକୁ ମଧ୍ୟ ଜବତ କରାଯାଇଛି। ଧୃତ ନାବିକମାନଙ୍କୁ ଆଇନଗତ ପ୍ରକ୍ରିୟା ପାଇଁ ସ୍ଥାନୀୟ ପୋଲିସ ନିକଟରେ ହସ୍ତାନ୍ତର କରାଯାଇଛି। (48, 672, 266, 779)
footer-rule (48, 2048, 1448, 2052)
weather-cell: ପୁରୀ (897, 1706, 957, 1719)
weather-cell: ୨୪.୯ (956, 1956, 1016, 1969)
weather-cell: ୨୩.୫ (956, 1838, 1016, 1851)
header-rule (48, 1178, 1448, 1190)
weather-row (897, 1891, 1080, 1904)
satellite-caption: ମଙ୍ଗଳବାର ଆବହାଓ୍ୱା ଉପଗ୍ରହ ଦ୍ୱାରା ନିଆଯାଇଥିବା ଚିତ୍ର। (1100, 2024, 1369, 2037)
weather-cell: ୬.୦ (1016, 1891, 1079, 1904)
weather-row (897, 1719, 1080, 1732)
weather-cell: ୧୩.୦ (1016, 1943, 1079, 1956)
crop-mark (1474, 1112, 1500, 1138)
header-divider (412, 14, 414, 76)
weather-cell: ୧୧.୬ (1016, 1956, 1079, 1969)
award-photo (284, 126, 736, 496)
